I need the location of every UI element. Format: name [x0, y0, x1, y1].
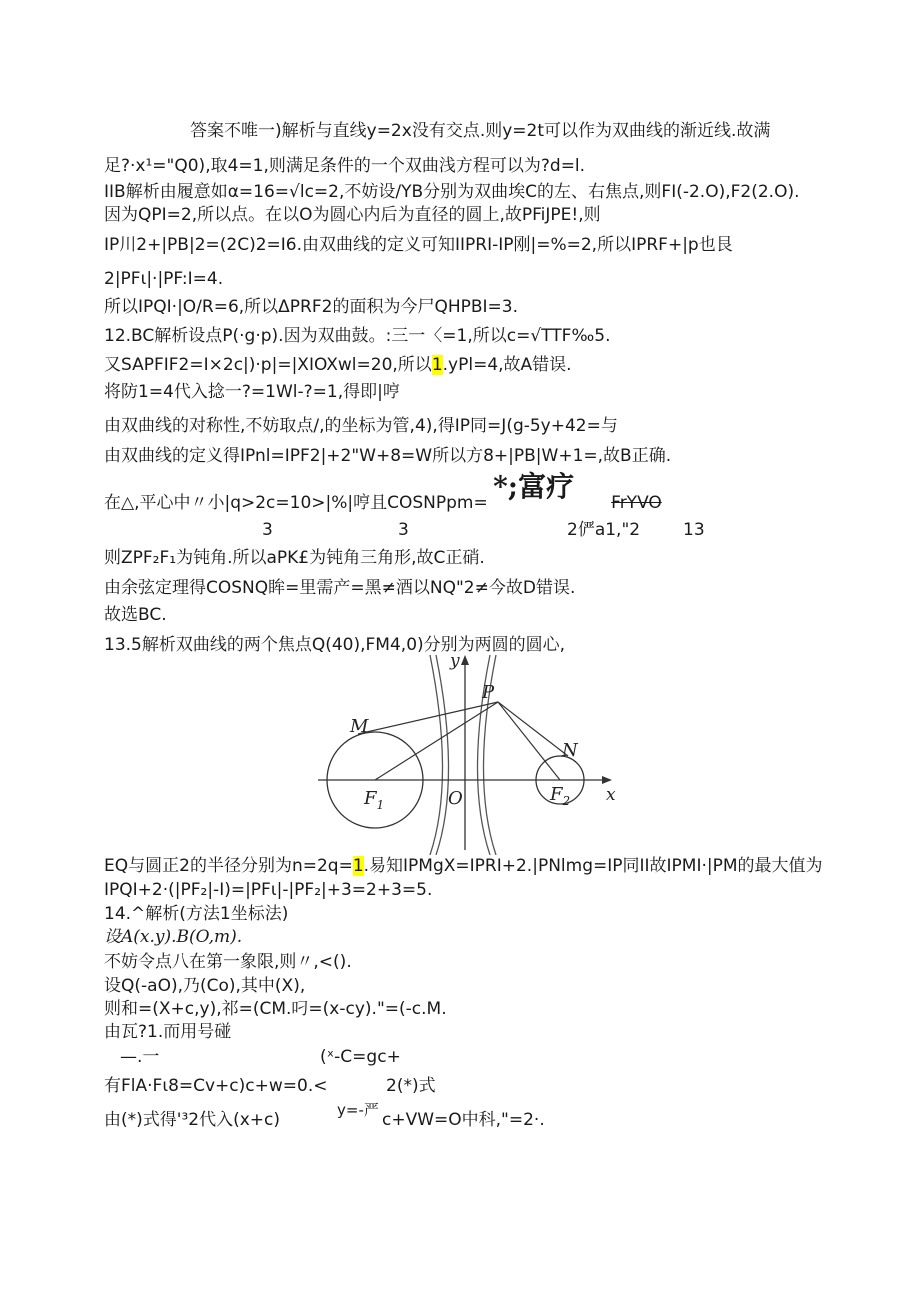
fraction-denominator-2: 3 — [398, 520, 409, 540]
highlighted-digit-2: 1 — [352, 856, 364, 876]
text-line-20: IPQI+2·(|PF₂|-I)=|PFι|-|PF₂|+3=2+3=5. — [104, 880, 433, 900]
text-line-4: 因为QPI=2,所以点。在以O为圆心内后为直径的圆上,故PFiJPE!,则 — [104, 205, 601, 225]
segment-pf1 — [375, 702, 498, 780]
text-line-29-exponent: y=-严 — [337, 1101, 379, 1119]
hyperbola-figure — [310, 650, 620, 855]
text-line-28-right: 2(*)式 — [386, 1076, 436, 1096]
text-line-11: 由双曲线的对称性,不妨取点/,的坐标为管,4),得IP同=J(g-5y+42=与 — [104, 416, 618, 436]
text-line-3: IIB解析由履意如α=16=√lc=2,不妨设/YB分别为双曲埃C的左、右焦点,则FI(-2.O),F2(2.O). — [104, 182, 800, 202]
text-line-12: 由双曲线的定义得IPnl=IPF2|+2"W+8=W所以方8+|PB|W+1=,故B正确. — [104, 446, 672, 466]
text-line-1: 答案不唯一)解析与直线y=2x没有交点.则y=2t可以作为双曲线的渐近线.故满 — [190, 121, 771, 141]
text-line-17: 故选BC. — [104, 605, 167, 625]
label-f2-letter: F — [550, 784, 563, 805]
text-line-9-part-a: 又SAPFIF2=I×2c|)·p|=|XIOXwl=20,所以 — [104, 355, 432, 375]
label-f2 — [549, 784, 570, 808]
label-f1 — [363, 788, 384, 812]
fraction-denominator-4: 13 — [683, 520, 705, 540]
label-m: M — [350, 716, 369, 737]
text-line-26: 由瓦?1.而用号碰 — [104, 1022, 232, 1042]
text-line-7: 所以IPQI·|O∕R=6,所以ΔPRF2的面积为今尸QHPBI=3. — [104, 297, 519, 317]
text-line-10: 将防1=4代入捻一?=1Wl-?=1,得即|哼 — [104, 382, 400, 402]
smudged-stamp-text: *;富疗 — [493, 470, 575, 503]
text-line-27-right: (ˣ-C=gc+ — [320, 1047, 401, 1067]
x-axis-arrow — [602, 776, 612, 784]
label-origin: O — [448, 788, 463, 809]
text-line-13 — [104, 470, 662, 514]
label-y: y — [450, 651, 460, 671]
text-line-13-part-a: 在△,平心中〃小|q>2c=10>|%|哼且COSNPpm= — [104, 493, 488, 513]
text-line-2: 足?·x¹="Q0),取4=1,则满足条件的一个双曲浅方程可以为?d=l. — [104, 156, 586, 176]
text-line-15: 则ZPF₂F₁为钝角.所以aPK£为钝角三角形,故C正硝. — [104, 548, 485, 568]
text-line-5: IP川2+|PB|2=(2C)2=I6.由双曲线的定义可知IIPRI-IP刚|=%=2,所以IPRF+|p也艮 — [104, 235, 733, 255]
text-line-6: 2|PFι|·|PF:I=4. — [104, 269, 224, 289]
text-line-28-left: 有FlA·Fι8=Cv+c)c+w=0.< — [104, 1076, 328, 1096]
text-line-29-right: c+VW=O中科,"=2·. — [382, 1110, 545, 1130]
segment-pn — [498, 702, 568, 756]
text-line-21: 14.^解析(方法1坐标法) — [104, 904, 289, 924]
label-n: N — [562, 740, 578, 761]
text-line-23: 不妨令点八在第一象限,则〃,<(). — [104, 952, 352, 972]
label-x: x — [606, 785, 616, 805]
fraction-denominator-3: 2俨a1,"2 — [567, 520, 641, 540]
text-line-22: 设A(x.y).B(O,m). — [104, 927, 243, 947]
segment-pf2 — [498, 702, 560, 780]
text-line-19-part-a: EQ与圆正2的半径分别为n=2q= — [104, 856, 353, 876]
hyperbola-left-branch-outer — [430, 655, 443, 855]
text-line-9-part-b: .yPl=4,故A错误. — [442, 355, 572, 375]
text-line-16: 由余弦定理得COSNQ眸=里需产=黑≠酒以NQ"2≠今故D错误. — [104, 578, 576, 598]
highlighted-digit: 1 — [431, 355, 443, 375]
fraction-denominator-1: 3 — [262, 520, 273, 540]
text-line-8: 12.BC解析设点P(·g·p).因为双曲鼓。:三一〈=1,所以c=√TTF‰5. — [104, 326, 611, 346]
text-line-19 — [104, 855, 823, 877]
text-line-24: 设Q(-aO),乃(Co),其中(X), — [104, 976, 306, 996]
text-line-27-left: —.一 — [120, 1047, 160, 1067]
text-line-19-part-b: .易知IPMgX=IPRI+2.|PNlmg=IP同II故IPMI·|PM的最大值为 — [363, 856, 823, 876]
text-line-29-left: 由(*)式得'³2代入(x+c) — [104, 1110, 280, 1130]
label-f1-letter: F — [364, 788, 377, 809]
text-line-18: 13.5解析双曲线的两个焦点Q(40),FM4,0)分别为两圆的圆心, — [104, 635, 566, 655]
y-axis-arrow — [461, 655, 469, 665]
segment-pm — [358, 702, 498, 734]
text-line-9 — [104, 354, 572, 376]
text-line-13-part-b: FrYVO — [611, 493, 662, 513]
text-line-25: 则和=(X+c,y),祁=(CM.叼=(x-cy)."=(-c.M. — [104, 999, 447, 1019]
label-p: P — [482, 682, 495, 703]
label-f2-subscript: 2 — [562, 794, 571, 808]
label-f1-subscript: 1 — [376, 798, 385, 812]
